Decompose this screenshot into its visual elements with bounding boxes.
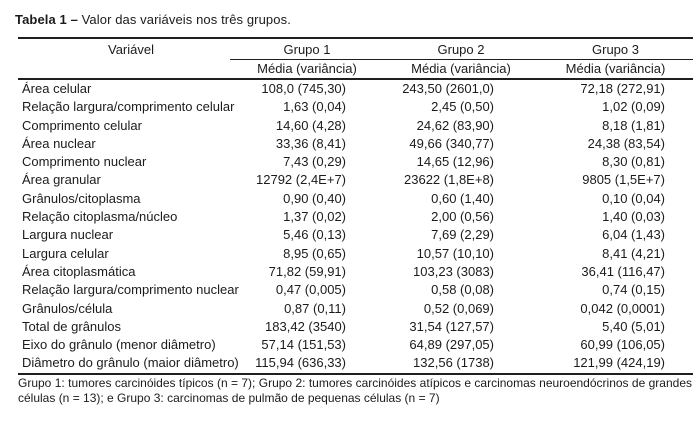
subheader-row [18, 60, 693, 80]
variable-name: Área citoplasmática [22, 263, 136, 279]
grupo3-value: 9805 (1,5E+7) [582, 172, 665, 188]
column-header-variavel: Variável [107, 42, 154, 58]
grupo2-value: 0,60 (1,40) [431, 190, 494, 206]
variable-name: Diâmetro do grânulo (maior diâmetro) [22, 355, 239, 371]
grupo2-value: 243,50 (2601,0) [402, 81, 494, 96]
table-row [18, 318, 693, 336]
subheader-media-grupo2: Média (variância) [384, 60, 538, 80]
variable-name: Grânulos/célula [22, 300, 113, 316]
grupo2-value: 24,62 (83,90) [416, 117, 494, 133]
grupo2-value: 14,65 (12,96) [416, 154, 494, 170]
table-header [18, 38, 693, 79]
variable-name: Total de grânulos [22, 318, 122, 334]
variable-name: Largura nuclear [22, 227, 114, 243]
grupo3-value: 72,18 (272,91) [580, 81, 665, 96]
table-caption [15, 12, 291, 27]
column-header-grupo2: Grupo 2 [384, 38, 538, 60]
grupo1-value: 1,63 (0,04) [283, 99, 346, 115]
grupo1-value: 0,47 (0,005) [275, 282, 346, 298]
table-row [18, 190, 693, 208]
grupo3-value: 0,10 (0,04) [602, 190, 665, 206]
grupo3-value: 0,74 (0,15) [602, 282, 665, 298]
column-header-grupo1: Grupo 1 [230, 38, 384, 60]
grupo3-value: 5,40 (5,01) [602, 318, 665, 334]
subheader-empty [18, 60, 230, 80]
table-row [18, 245, 693, 263]
grupo1-value: 115,94 (636,33) [255, 355, 346, 371]
table-row [18, 281, 693, 299]
variable-name: Área celular [22, 81, 92, 96]
grupo2-value: 23622 (1,8E+8) [404, 172, 494, 188]
subheader-media-grupo3: Média (variância) [538, 60, 693, 80]
table-caption-number: Tabela 1 – [15, 12, 78, 27]
grupo3-value: 8,41 (4,21) [602, 245, 665, 261]
grupo2-value: 10,57 (10,10) [416, 245, 494, 261]
grupo1-value: 33,36 (8,41) [275, 135, 346, 151]
table-row [18, 300, 693, 318]
table-row [18, 117, 693, 135]
grupo2-value: 2,45 (0,50) [431, 99, 494, 115]
grupo1-value: 0,87 (0,11) [284, 300, 346, 316]
grupo3-value: 0,042 (0,0001) [580, 300, 665, 316]
grupo2-value: 49,66 (340,77) [409, 135, 494, 151]
variable-name: Relação citoplasma/núcleo [22, 209, 178, 225]
table-body [18, 79, 693, 374]
grupo1-value: 108,0 (745,30) [261, 81, 346, 96]
table-row [18, 226, 693, 244]
grupo1-value: 57,14 (151,53) [261, 337, 346, 353]
variable-name: Relação largura/comprimento nuclear [22, 282, 239, 298]
grupo3-value: 1,02 (0,09) [602, 99, 665, 115]
variable-name: Comprimento celular [22, 117, 142, 133]
grupo3-value: 1,40 (0,03) [602, 209, 665, 225]
grupo2-value: 64,89 (297,05) [409, 337, 494, 353]
table-row [18, 208, 693, 226]
table-row [18, 336, 693, 354]
table-row [18, 79, 693, 98]
variable-name: Área nuclear [22, 135, 96, 151]
variable-name: Área granular [22, 172, 101, 188]
variable-name: Grânulos/citoplasma [22, 190, 141, 206]
variable-name: Eixo do grânulo (menor diâmetro) [22, 337, 216, 353]
table-row [18, 171, 693, 189]
grupo1-value: 8,95 (0,65) [283, 245, 346, 261]
variable-name: Relação largura/comprimento celular [22, 99, 235, 115]
grupo3-value: 8,30 (0,81) [602, 154, 665, 170]
group-header-row [18, 38, 693, 60]
grupo3-value: 121,99 (424,19) [573, 355, 665, 371]
grupo2-value: 0,52 (0,069) [423, 300, 494, 316]
table-footnote: Grupo 1: tumores carcinóides típicos (n = 7); Grupo 2: tumores carcinóides atípicos e carcinomas neuroendócrinos de grandes células (n = 13); e Grupo 3: carcinomas de pulmão de pequenas células (n = 7) [18, 376, 692, 405]
grupo2-value: 7,69 (2,29) [431, 227, 494, 243]
variable-name: Largura celular [22, 245, 109, 261]
grupo2-value: 0,58 (0,08) [431, 282, 494, 298]
grupo1-value: 7,43 (0,29) [283, 154, 346, 170]
grupo3-value: 36,41 (116,47) [581, 263, 665, 279]
grupo2-value: 31,54 (127,57) [409, 318, 494, 334]
grupo3-value: 60,99 (106,05) [580, 337, 665, 353]
subheader-media-grupo1: Média (variância) [230, 60, 384, 80]
data-table [18, 37, 693, 375]
grupo3-value: 24,38 (83,54) [587, 135, 665, 151]
grupo1-value: 71,82 (59,91) [268, 263, 346, 279]
grupo1-value: 14,60 (4,28) [275, 117, 346, 133]
grupo1-value: 12792 (2,4E+7) [256, 172, 346, 188]
grupo1-value: 5,46 (0,13) [283, 227, 346, 243]
table-row [18, 354, 693, 373]
table-row [18, 135, 693, 153]
grupo2-value: 2,00 (0,56) [431, 209, 494, 225]
grupo1-value: 183,42 (3540) [265, 318, 346, 334]
table-row [18, 263, 693, 281]
grupo2-value: 103,23 (3083) [413, 263, 494, 279]
variable-name: Comprimento nuclear [22, 154, 147, 170]
table-row [18, 98, 693, 116]
table-caption-text: Valor das variáveis nos três grupos. [77, 12, 291, 27]
grupo3-value: 6,04 (1,43) [602, 227, 665, 243]
grupo2-value: 132,56 (1738) [413, 355, 494, 371]
column-header-grupo3: Grupo 3 [538, 38, 693, 60]
table-row [18, 153, 693, 171]
grupo1-value: 1,37 (0,02) [283, 209, 346, 225]
grupo3-value: 8,18 (1,81) [602, 117, 665, 133]
grupo1-value: 0,90 (0,40) [283, 190, 346, 206]
